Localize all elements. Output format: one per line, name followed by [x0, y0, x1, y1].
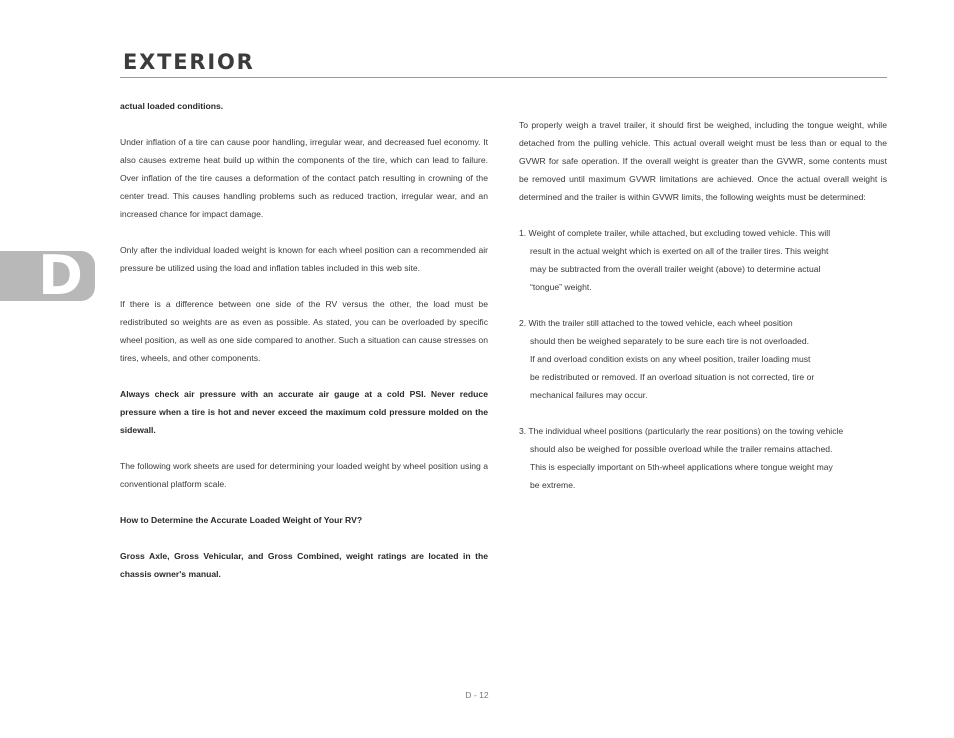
header-divider	[120, 77, 887, 78]
list-item-3-line-3: This is especially important on 5th-wheel applications where tongue weight may	[530, 462, 833, 472]
list-item-2	[519, 314, 887, 404]
list-item-2-line-4: be redistributed or removed. If an overload situation is not corrected, tire or	[530, 372, 815, 382]
section-tab-letter: D	[38, 251, 83, 301]
list-item-1	[519, 224, 887, 296]
list-item-2-line-1: 2. With the trailer still attached to the towed vehicle, each wheel position	[519, 318, 793, 328]
list-item-2-line-5: mechanical failures may occur.	[530, 390, 648, 400]
list-item-1-line-4: “tongue” weight.	[530, 282, 592, 292]
left-paragraph-7: How to Determine the Accurate Loaded Weight of Your RV?	[120, 515, 363, 525]
page-title: EXTERIOR	[123, 50, 255, 74]
list-item-3-line-1: 3. The individual wheel positions (particularly the rear positions) on the towing vehicle	[519, 426, 844, 436]
list-item-1-line-3: may be subtracted from the overall trailer weight (above) to determine actual	[530, 264, 821, 274]
left-paragraph-3: Only after the individual loaded weight is known for each wheel position can a recommended air pressure be utilized using the load and inflation tables included in this web site.	[120, 245, 488, 273]
left-paragraph-6: The following work sheets are used for determining your loaded weight by wheel position using a conventional platform scale.	[120, 461, 488, 489]
right-intro-paragraph: To properly weigh a travel trailer, it should first be weighed, including the tongue weight, while detached from the pulling vehicle. This actual overall weight must be less than or equal to the GVWR for safe operation. If the overall weight is greater than the GVWR, some contents must be removed until maximum GVWR limitations are achieved. Once the actual overall weight is determined and the trailer is within GVWR limits, the following weights must be determined:	[519, 120, 887, 202]
left-paragraph-8: Gross Axle, Gross Vehicular, and Gross Combined, weight ratings are located in the chassis owner's manual.	[120, 551, 488, 579]
left-paragraph-5: Always check air pressure with an accurate air gauge at a cold PSI. Never reduce pressure when a tire is hot and never exceed the maximum cold pressure molded on the sidewall.	[120, 389, 488, 435]
left-paragraph-2: Under inflation of a tire can cause poor handling, irregular wear, and decreased fuel economy. It also causes extreme heat build up within the components of the tire, which can lead to failure. Over inflation of the tire causes a deformation of the contact patch resulting in crowning of the center tread. This causes handling problems such as reduced traction, irregular wear, and an increased chance for impact damage.	[120, 137, 488, 219]
list-item-3-line-2: should also be weighed for possible overload while the trailer remains attached.	[530, 444, 833, 454]
list-item-2-line-2: should then be weighed separately to be sure each tire is not overloaded.	[530, 336, 810, 346]
list-item-3-line-4: be extreme.	[530, 480, 576, 490]
left-paragraph-1: actual loaded conditions.	[120, 101, 224, 111]
list-item-1-line-2: result in the actual weight which is exerted on all of the trailer tires. This weight	[530, 246, 829, 256]
section-tab	[0, 251, 95, 301]
list-item-1-line-1: 1. Weight of complete trailer, while attached, but excluding towed vehicle. This will	[519, 228, 831, 238]
left-paragraph-4: If there is a difference between one side of the RV versus the other, the load must be redistributed so weights are as even as possible. As stated, you can be overloaded by specific wheel position, as well as one side compared to another. Such a situation can cause stresses on tires, wheels, and other components.	[120, 299, 488, 363]
list-item-2-line-3: If and overload condition exists on any wheel position, trailer loading must	[530, 354, 811, 364]
page-number: D - 12	[465, 690, 489, 700]
left-column	[120, 97, 488, 601]
list-item-3	[519, 422, 887, 494]
right-column	[519, 116, 887, 512]
